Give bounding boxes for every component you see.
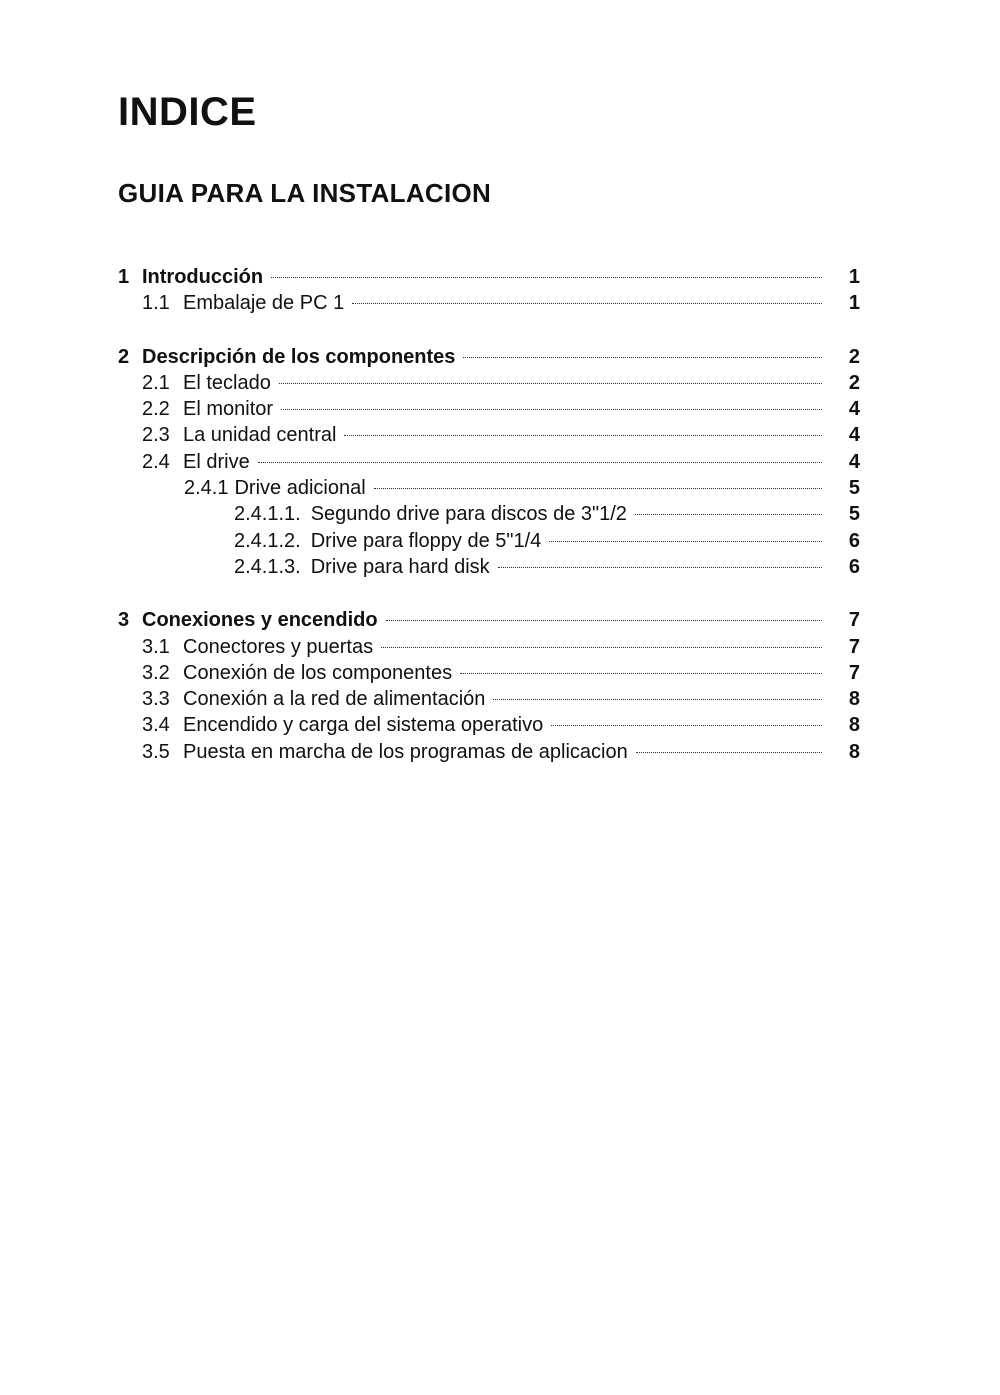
toc-entry bbox=[118, 290, 860, 316]
toc-entry-number: 2.4.1.2. bbox=[234, 529, 301, 552]
toc-page-number: 4 bbox=[848, 398, 860, 421]
dot-leader bbox=[344, 435, 822, 436]
toc-section bbox=[118, 264, 860, 317]
toc-entry-number: 2.3 bbox=[142, 424, 170, 447]
toc-page-number: 4 bbox=[848, 450, 860, 473]
toc-entry-number: 2.1 bbox=[142, 371, 170, 394]
dot-leader bbox=[498, 567, 822, 568]
toc-entry-title: El drive bbox=[183, 450, 250, 473]
toc-entry-title: Conectores y puertas bbox=[183, 635, 374, 658]
toc-entry-title: El monitor bbox=[183, 398, 274, 421]
toc-page-number: 7 bbox=[848, 609, 860, 632]
toc-page-number: 7 bbox=[848, 635, 860, 658]
dot-leader bbox=[636, 752, 822, 753]
toc-entry-number: 3.4 bbox=[142, 714, 170, 737]
toc-page-number: 6 bbox=[848, 555, 860, 578]
toc-entry-title: Drive para floppy de 5"1/4 bbox=[310, 529, 542, 552]
table-of-contents bbox=[118, 264, 860, 792]
toc-entry-number: 3.3 bbox=[142, 688, 170, 711]
toc-page-number: 8 bbox=[848, 714, 860, 737]
toc-entry-number: 2.4.1.1. bbox=[234, 503, 301, 526]
page-title: INDICE bbox=[118, 90, 257, 134]
toc-section bbox=[118, 607, 860, 765]
toc-chapter-entry bbox=[118, 264, 860, 290]
dot-leader bbox=[551, 725, 822, 726]
dot-leader bbox=[352, 303, 822, 304]
toc-entry-number: 3 bbox=[118, 609, 130, 632]
dot-leader bbox=[279, 383, 822, 384]
dot-leader bbox=[281, 409, 822, 410]
toc-entry bbox=[118, 554, 860, 580]
toc-page-number: 8 bbox=[848, 740, 860, 763]
toc-entry-number: 1 bbox=[118, 266, 130, 288]
dot-leader bbox=[381, 647, 822, 648]
toc-entry-number: 2.4.1 bbox=[184, 477, 229, 500]
toc-entry bbox=[118, 422, 860, 448]
toc-entry bbox=[118, 686, 860, 712]
toc-page-number: 1 bbox=[848, 266, 860, 288]
dot-leader bbox=[549, 541, 822, 542]
toc-entry-number: 3.1 bbox=[142, 635, 170, 658]
toc-entry-number: 2 bbox=[118, 345, 130, 368]
toc-entry-title: Drive adicional bbox=[234, 477, 366, 500]
toc-entry-number: 3.5 bbox=[142, 740, 170, 763]
toc-entry-title: Segundo drive para discos de 3"1/2 bbox=[310, 503, 627, 526]
toc-page-number: 6 bbox=[848, 529, 860, 552]
toc-entry bbox=[118, 739, 860, 765]
toc-entry-title: La unidad central bbox=[183, 424, 337, 447]
dot-leader bbox=[493, 699, 822, 700]
toc-entry bbox=[118, 475, 860, 501]
toc-chapter-entry bbox=[118, 607, 860, 633]
toc-entry-title: Introducción bbox=[142, 266, 264, 288]
toc-entry bbox=[118, 528, 860, 554]
toc-entry-number: 2.4.1.3. bbox=[234, 555, 301, 578]
toc-entry-title: Encendido y carga del sistema operativo bbox=[183, 714, 544, 737]
dot-leader bbox=[463, 357, 822, 358]
toc-page-number: 5 bbox=[848, 477, 860, 500]
toc-section bbox=[118, 344, 860, 581]
toc-page-number: 4 bbox=[848, 424, 860, 447]
toc-entry-title: El teclado bbox=[183, 371, 271, 394]
dot-leader bbox=[460, 673, 822, 674]
section-title: GUIA PARA LA INSTALACION bbox=[118, 178, 492, 208]
toc-entry bbox=[118, 501, 860, 527]
dot-leader bbox=[386, 620, 822, 621]
toc-entry-title: Conexión de los componentes bbox=[183, 661, 453, 684]
dot-leader bbox=[258, 462, 822, 463]
toc-page-number: 7 bbox=[848, 661, 860, 684]
toc-entry bbox=[118, 634, 860, 660]
toc-entry bbox=[118, 370, 860, 396]
toc-entry bbox=[118, 396, 860, 422]
toc-entry-title: Conexión a la red de alimentación bbox=[183, 688, 486, 711]
toc-page-number: 1 bbox=[848, 292, 860, 315]
toc-page-number: 8 bbox=[848, 688, 860, 711]
toc-page-number: 2 bbox=[848, 345, 860, 368]
toc-entry bbox=[118, 660, 860, 686]
toc-entry bbox=[118, 712, 860, 738]
toc-chapter-entry bbox=[118, 344, 860, 370]
toc-entry-title: Drive para hard disk bbox=[310, 555, 490, 578]
toc-entry-title: Conexiones y encendido bbox=[142, 609, 378, 632]
toc-entry-number: 2.2 bbox=[142, 398, 170, 421]
toc-entry-number: 3.2 bbox=[142, 661, 170, 684]
toc-entry-number: 2.4 bbox=[142, 450, 170, 473]
toc-entry-number: 1.1 bbox=[142, 292, 170, 315]
toc-page-number: 2 bbox=[848, 371, 860, 394]
toc-entry-title: Embalaje de PC 1 bbox=[183, 292, 345, 315]
dot-leader bbox=[374, 488, 822, 489]
toc-entry bbox=[118, 449, 860, 475]
dot-leader bbox=[271, 277, 822, 278]
dot-leader bbox=[635, 514, 822, 515]
toc-entry-title: Puesta en marcha de los programas de aplicacion bbox=[183, 740, 628, 763]
toc-page-number: 5 bbox=[848, 503, 860, 526]
toc-entry-title: Descripción de los componentes bbox=[142, 345, 456, 368]
